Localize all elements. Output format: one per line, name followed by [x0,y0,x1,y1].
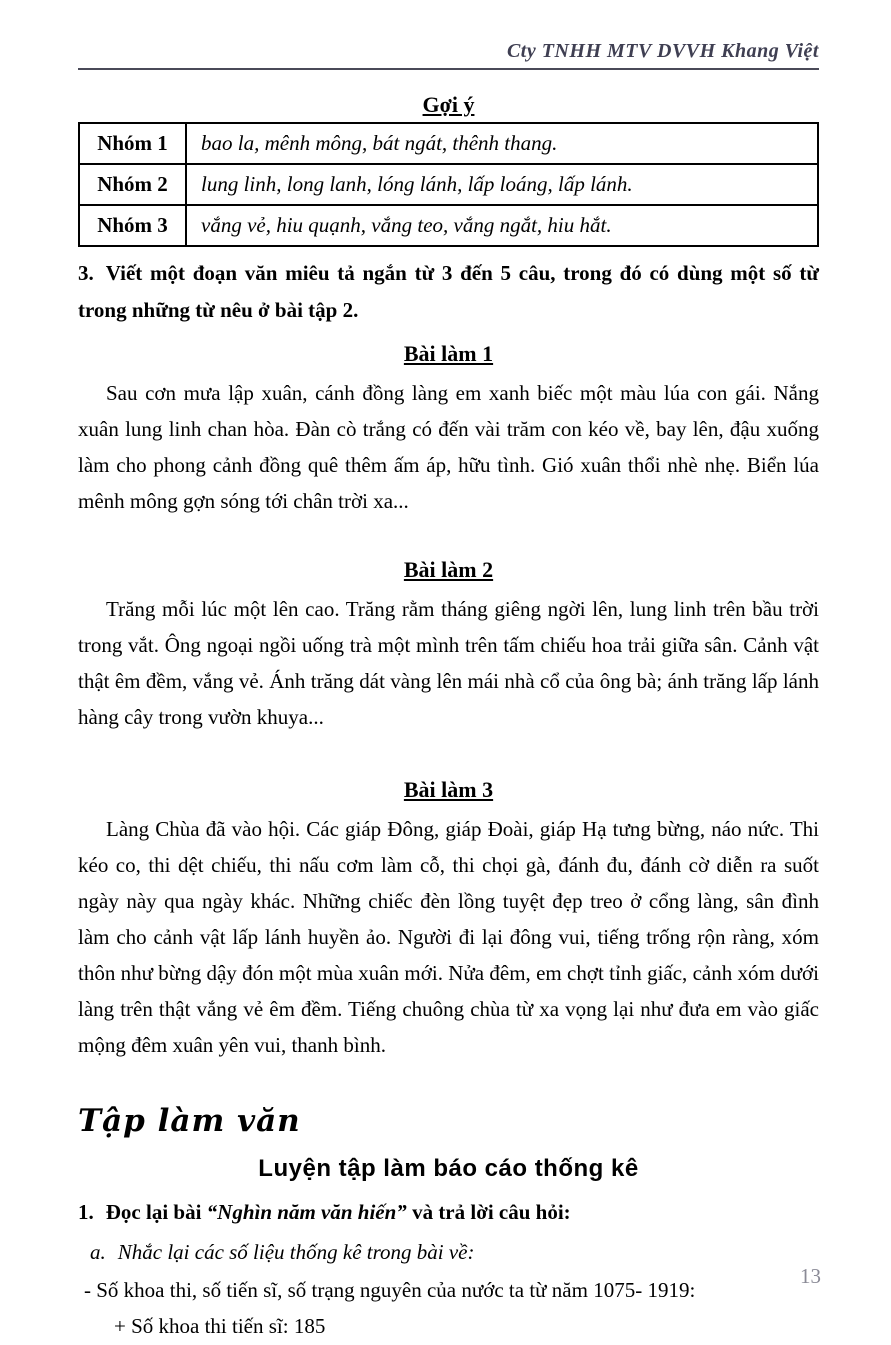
essay-2-body: Trăng mỗi lúc một lên cao. Trăng rằm tháng giêng ngời lên, lung linh trên bầu trời trong vắt. Ông ngoại ngồi uống trà một mình trên tấm chiếu hoa trải giữa sân. Cảnh vật thật êm đềm, vắng vẻ. Ánh trăng dát vàng lên mái nhà cổ của ông bà; ánh trăng lấp lánh hàng cây trong vườn khuya... [78,597,819,729]
header-company-name: Cty TNHH MTV DVVH Khang Việt [506,40,819,62]
group-3-label: Nhóm 3 [79,205,186,246]
table-row [79,123,818,164]
header-divider [78,68,819,70]
suggestion-title: Gợi ý [422,92,475,117]
section-heading-tap-lam-van: Tập làm văn [78,1103,301,1139]
exercise-3-text: Viết một đoạn văn miêu tả ngắn từ 3 đến 5 câu, trong đó có dùng một số từ trong những từ nêu ở bài tập 2. [78,261,819,322]
question-1-prefix: Đọc lại bài [105,1200,207,1224]
sub-item-a [90,1237,819,1267]
exercise-3-prompt [78,255,819,329]
table-row [79,164,818,205]
page-number: 13 [800,1264,821,1288]
question-1-suffix: và trả lời câu hỏi: [406,1200,571,1224]
essay-1-body: Sau cơn mưa lập xuân, cánh đồng làng em xanh biếc một màu lúa con gái. Nắng xuân lung linh chan hòa. Đàn cò trắng có đến vài trăm con kéo về, bay lên, đậu xuống làm cho phong cảnh đồng quê thêm ấm áp, hữu tình. Gió xuân thổi nhè nhẹ. Biển lúa mênh mông gợn sóng tới chân trời xa... [78,381,819,513]
group-3-words: vắng vẻ, hiu quạnh, vắng teo, vắng ngắt, hiu hắt. [186,205,818,246]
word-groups-table [78,122,819,247]
question-1-book-title: “Nghìn năm văn hiến” [206,1200,407,1224]
lesson-title: Luyện tập làm báo cáo thống kê [258,1155,639,1182]
group-1-words: bao la, mênh mông, bát ngát, thênh thang. [186,123,818,164]
essay-1-title: Bài làm 1 [403,341,494,366]
sub-item-a-number: a. [90,1240,106,1264]
group-2-label: Nhóm 2 [79,164,186,205]
statistic-plus-item: + Số khoa thi tiến sĩ: 185 [114,1314,326,1338]
exercise-3-number: 3. [78,261,94,285]
statistic-dash-item: - Số khoa thi, số tiến sĩ, số trạng nguyên của nước ta từ năm 1075- 1919: [84,1278,696,1302]
table-row [79,205,818,246]
group-1-label: Nhóm 1 [79,123,186,164]
essay-3-title: Bài làm 3 [403,777,494,802]
question-1 [78,1197,819,1227]
essay-2-title: Bài làm 2 [403,557,494,582]
group-2-words: lung linh, long lanh, lóng lánh, lấp loáng, lấp lánh. [186,164,818,205]
sub-item-a-text: Nhắc lại các số liệu thống kê trong bài về: [117,1240,475,1264]
essay-3-body: Làng Chùa đã vào hội. Các giáp Đông, giáp Đoài, giáp Hạ tưng bừng, náo nức. Thi kéo co, thi dệt chiếu, thi nấu cơm làm cỗ, thi chọi gà, đánh đu, đánh cờ diễn ra suốt ngày này qua ngày khác. Những chiếc đèn lồng tuyệt đẹp treo ở cổng làng, sân đình làm cho cảnh vật lấp lánh huyền ảo. Người đi lại đông vui, tiếng trống rộn ràng, xóm thôn như bừng dậy đón một mùa xuân mới. Nửa đêm, em chợt tỉnh giấc, cảnh xóm dưới làng trên thật vắng vẻ êm đềm. Tiếng chuông chùa từ xa vọng lại như đưa em vào giấc mộng đêm xuân yên vui, thanh bình. [78,817,819,1057]
question-1-number: 1. [78,1200,94,1224]
